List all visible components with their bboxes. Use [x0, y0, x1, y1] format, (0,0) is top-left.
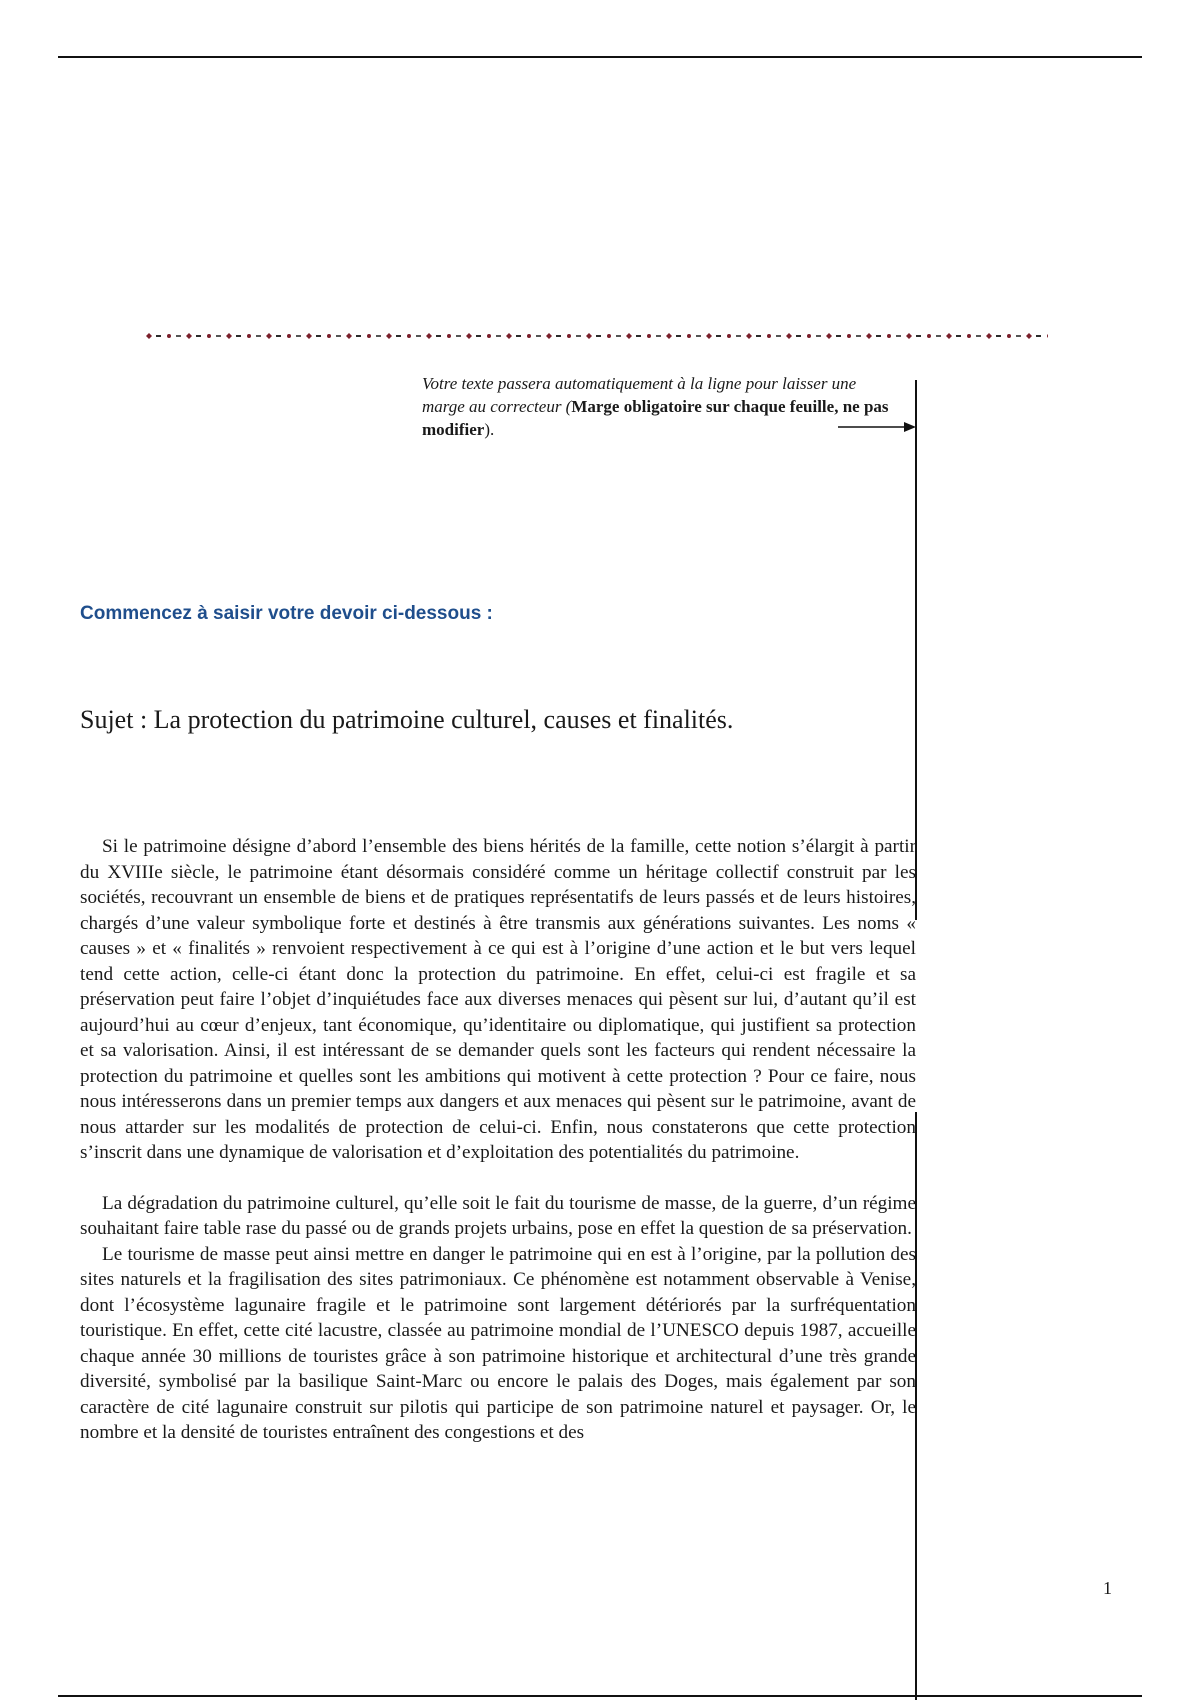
- ornament-mark: [436, 335, 441, 337]
- ornament-mark: [247, 334, 251, 338]
- ornament-mark: [167, 334, 171, 338]
- ornament-mark: [936, 335, 941, 337]
- ornament-mark: [506, 333, 512, 339]
- subject-title: Sujet : La protection du patrimoine culturel, causes et finalités.: [80, 705, 734, 734]
- ornament-mark: [1016, 335, 1021, 337]
- ornament-mark: [327, 334, 331, 338]
- ornament-mark: [916, 335, 921, 337]
- ornament-mark: [746, 333, 752, 339]
- ornament-mark: [687, 334, 691, 338]
- essay-paragraph-tourism: Le tourisme de masse peut ainsi mettre en danger le patrimoine qui en est à l’origine, par la pollution des sites naturels et la fragilisation des sites patrimoniaux. Ce phénomène est notamment observable à Venise, dont l’écosystème lagunaire fragile et le patrimoine sont largement détériorés par la surfréquentation touristique. En effet, cette cité lacustre, classée au patrimoine mondial de l’UNESCO depuis 1987, accueille chaque année 30 millions de touristes grâce à son patrimoine historique et architectural d’une très grande diversité, symbolisé par la basilique Saint-Marc ou encore le palais des Doges, mais également par son caractère de cité lagunaire construit sur pilotis qui participe de son patrimoine naturel et paysager. Or, le nombre et la densité de touristes entraînent des congestions et des: [80, 1243, 916, 1443]
- ornament-mark: [1007, 334, 1011, 338]
- ornament-mark: [447, 334, 451, 338]
- ornament-mark: [986, 333, 992, 339]
- top-rule: [58, 56, 1142, 58]
- ornament-mark: [186, 333, 192, 339]
- bottom-rule: [58, 1695, 1142, 1697]
- ornament-mark: [976, 335, 981, 337]
- ornament-mark: [176, 335, 181, 337]
- ornament-mark: [496, 335, 501, 337]
- ornament-mark: [407, 334, 411, 338]
- ornament-mark: [1036, 335, 1041, 337]
- ornament-mark: [816, 335, 821, 337]
- ornament-mark: [426, 333, 432, 339]
- ornament-mark: [516, 335, 521, 337]
- ornament-mark: [556, 335, 561, 337]
- ornament-mark: [287, 334, 291, 338]
- ornament-mark: [156, 335, 161, 337]
- ornament-mark: [487, 334, 491, 338]
- ornament-mark: [367, 334, 371, 338]
- ornament-mark: [927, 334, 931, 338]
- ornament-mark: [396, 335, 401, 337]
- margin-instruction-note: [422, 372, 892, 441]
- ornament-mark: [596, 335, 601, 337]
- margin-note-bold: Marge obligatoire sur chaque feuille, ne pas modifier: [422, 397, 889, 439]
- start-heading: Commencez à saisir votre devoir ci-dessous :: [80, 603, 493, 624]
- ornament-mark: [946, 333, 952, 339]
- ornament-mark: [807, 334, 811, 338]
- ornament-mark: [1047, 334, 1048, 338]
- ornament-mark: [696, 335, 701, 337]
- ornament-mark: [866, 333, 872, 339]
- ornament-mark: [196, 335, 201, 337]
- ornament-mark: [636, 335, 641, 337]
- ornament-mark: [306, 333, 312, 339]
- essay-paragraph-transition: La dégradation du patrimoine culturel, qu’elle soit le fait du tourisme de masse, de la guerre, d’un régime souhaitant faire table rase du passé ou de grands projets urbains, pose en effet la question de sa préservation.: [80, 1192, 916, 1239]
- ornament-mark: [416, 335, 421, 337]
- margin-note-italic: Votre texte passera automatiquement à la ligne pour laisser une marge au correcteur (: [422, 374, 857, 416]
- ornament-mark: [207, 334, 211, 338]
- ornament-mark: [296, 335, 301, 337]
- essay-paragraph-intro: Si le patrimoine désigne d’abord l’ensemble des biens hérités de la famille, cette notion s’élargit à partir du XVIIIe siècle, le patrimoine étant désormais considéré comme un héritage collectif construit par les sociétés, recouvrant un ensemble de biens et de pratiques représentatifs de leurs passés et de leurs histoires, chargés d’une valeur symbolique forte et destinés à être transmis aux générations suivantes. Les noms « causes » et « finalités » renvoient respectivement à ce qui est à l’origine d’une action et le but vers lequel tend cette action, celle-ci étant donc la protection du patrimoine. En effet, celui-ci est fragile et sa préservation peut faire l’objet d’inquiétudes face aux diverses menaces qui pèsent sur lui, d’autant qu’il est aujourd’hui au cœur d’enjeux, tant économique, qu’identitaire ou diplomatique, qui justifient sa protection et sa valorisation. Ainsi, il est intéressant de se demander quels sont les facteurs qui rendent nécessaire la protection du patrimoine et quelles sont les ambitions qui motivent à cette protection ? Pour ce faire, nous nous intéresserons dans un premier temps aux dangers et aux menaces qui pèsent sur le patrimoine, avant de nous attarder sur les modalités de protection de celui-ci. Enfin, nous constaterons que cette protection s’inscrit dans une dynamique de valorisation et d’exploitation des potentialités du patrimoine.: [80, 836, 916, 1163]
- ornament-mark: [256, 335, 261, 337]
- ornament-mark: [527, 334, 531, 338]
- ornament-mark: [146, 333, 152, 339]
- ornament-mark: [706, 333, 712, 339]
- ornament-mark: [847, 334, 851, 338]
- ornament-mark: [226, 333, 232, 339]
- ornament-mark: [536, 335, 541, 337]
- ornament-mark: [607, 334, 611, 338]
- ornament-mark: [676, 335, 681, 337]
- ornament-mark: [887, 334, 891, 338]
- ornament-mark: [727, 334, 731, 338]
- ornament-mark: [346, 333, 352, 339]
- ornament-mark: [716, 335, 721, 337]
- ornament-mark: [586, 333, 592, 339]
- ornament-mark: [836, 335, 841, 337]
- ornament-mark: [896, 335, 901, 337]
- ornament-mark: [856, 335, 861, 337]
- ornament-mark: [906, 333, 912, 339]
- ornament-mark: [376, 335, 381, 337]
- ornament-mark: [266, 333, 272, 339]
- ornament-mark: [567, 334, 571, 338]
- ornament-mark: [466, 333, 472, 339]
- ornament-mark: [336, 335, 341, 337]
- margin-note-end: ).: [484, 420, 495, 439]
- ornament-mark: [956, 335, 961, 337]
- ornament-mark: [996, 335, 1001, 337]
- ornament-mark: [616, 335, 621, 337]
- decorative-border-ornament: [144, 330, 1048, 342]
- ornament-mark: [236, 335, 241, 337]
- ornament-mark: [647, 334, 651, 338]
- ornament-mark: [356, 335, 361, 337]
- ornament-mark: [736, 335, 741, 337]
- ornament-mark: [826, 333, 832, 339]
- ornament-mark: [786, 333, 792, 339]
- ornament-mark: [876, 335, 881, 337]
- ornament-mark: [576, 335, 581, 337]
- ornament-mark: [1026, 333, 1032, 339]
- essay-body[interactable]: [80, 834, 916, 1446]
- ornament-mark: [316, 335, 321, 337]
- ornament-mark: [276, 335, 281, 337]
- page-number: 1: [1103, 1578, 1112, 1598]
- ornament-mark: [776, 335, 781, 337]
- ornament-mark: [216, 335, 221, 337]
- ornament-mark: [546, 333, 552, 339]
- ornament-mark: [476, 335, 481, 337]
- ornament-mark: [666, 333, 672, 339]
- ornament-mark: [756, 335, 761, 337]
- ornament-mark: [626, 333, 632, 339]
- ornament-mark: [767, 334, 771, 338]
- arrow-right-icon: [838, 420, 916, 434]
- ornament-mark: [456, 335, 461, 337]
- ornament-mark: [656, 335, 661, 337]
- ornament-mark: [386, 333, 392, 339]
- ornament-mark: [796, 335, 801, 337]
- ornament-mark: [967, 334, 971, 338]
